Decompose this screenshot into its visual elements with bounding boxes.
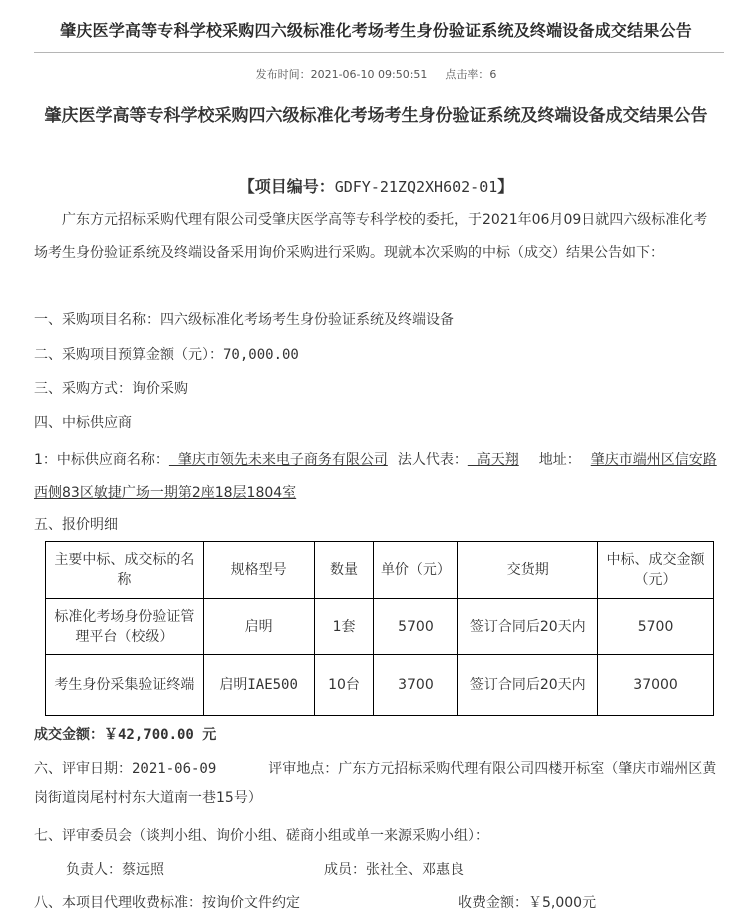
budget-line — [34, 345, 724, 365]
total-amount-value: ￥42,700.00 元 — [104, 727, 217, 743]
project-number-suffix: 】 — [497, 177, 514, 196]
table-row — [46, 599, 714, 655]
title-divider — [34, 52, 724, 53]
agency-fee-standard: 八、本项目代理收费标准：按询价文件约定 — [34, 895, 300, 911]
table-cell: 3700 — [374, 655, 458, 716]
project-name-line: 一、采购项目名称：四六级标准化考场考生身份验证系统及终端设备 — [34, 312, 454, 328]
method-line: 三、采购方式：询价采购 — [34, 381, 188, 397]
table-row — [46, 655, 714, 716]
table-header-cell: 中标、成交金额（元） — [598, 542, 714, 599]
click-count-label: 点击率： — [445, 68, 490, 81]
table-cell: 启明IAE500 — [203, 655, 314, 716]
committee-members: 成员：张社全、邓惠良 — [324, 862, 464, 878]
table-header-cell: 数量 — [314, 542, 374, 599]
agency-fee-amount: 收费金额：￥5,000元 — [458, 895, 597, 911]
table-header-cell: 规格型号 — [203, 542, 314, 599]
table-cell: 考生身份采集验证终端 — [46, 655, 204, 716]
table-cell: 启明 — [203, 599, 314, 655]
total-amount — [34, 724, 216, 744]
publish-time-label: 发布时间： — [255, 68, 311, 81]
table-cell: 37000 — [598, 655, 714, 716]
total-amount-label: 成交金额： — [34, 727, 104, 743]
publish-meta — [0, 66, 752, 82]
review-date-label: 六、评审日期： — [34, 761, 132, 777]
budget-value: 70,000.00 — [223, 347, 299, 363]
table-header-cell: 主要中标、成交标的名称 — [46, 542, 204, 599]
page-title: 肇庆医学高等专科学校采购四六级标准化考场考生身份验证系统及终端设备成交结果公告 — [60, 21, 692, 40]
document-title: 肇庆医学高等专科学校采购四六级标准化考场考生身份验证系统及终端设备成交结果公告 — [44, 106, 708, 126]
review-section — [34, 755, 718, 813]
project-number — [0, 174, 752, 197]
committee-leader: 负责人：蔡远照 — [66, 862, 164, 878]
budget-label: 二、采购项目预算金额（元）： — [34, 347, 223, 363]
table-cell: 5700 — [374, 599, 458, 655]
table-cell: 签订合同后20天内 — [458, 655, 598, 716]
committee-line: 七、评审委员会（谈判小组、询价小组、磋商小组或单一来源采购小组）： — [34, 828, 489, 844]
table-cell: 1套 — [314, 599, 374, 655]
supplier-name-label: 1：中标供应商名称： — [34, 452, 169, 468]
publish-time: 2021-06-10 09:50:51 — [310, 68, 428, 81]
review-date-line — [34, 755, 718, 813]
click-count: 6 — [489, 68, 497, 81]
supplier-address: 肇庆市端州区信安路西侧83区敏捷广场一期第2座18层1804室 — [34, 452, 717, 501]
table-cell: 5700 — [598, 599, 714, 655]
address-label: 地址： — [538, 452, 581, 468]
review-date: 2021-06-09 — [132, 761, 217, 777]
supplier-name: 肇庆市领先未来电子商务有限公司 — [168, 452, 388, 468]
intro-paragraph: 广东方元招标采购代理有限公司受肇庆医学高等专科学校的委托，于2021年06月09日就四六级标准化考场考生身份验证系统及终端设备采用询价采购进行采购。现就本次采购的中标（成交）结果公告如下： — [34, 212, 708, 261]
review-place: 评审地点：广东方元招标采购代理有限公司四楼开标室（肇庆市端州区黄岗街道岗尾村村东大道南一巷15号） — [34, 761, 717, 806]
table-cell: 10台 — [314, 655, 374, 716]
table-cell: 标准化考场身份验证管理平台（校级） — [46, 599, 204, 655]
project-number-value: GDFY-21ZQ2XH602-01 — [334, 178, 498, 196]
supplier-info — [34, 444, 724, 510]
project-number-prefix: 【项目编号： — [238, 177, 335, 196]
supplier-heading: 四、中标供应商 — [34, 415, 132, 431]
table-header-row — [46, 542, 714, 599]
table-header-cell: 单价（元） — [374, 542, 458, 599]
quote-heading: 五、报价明细 — [34, 517, 118, 533]
table-header-cell: 交货期 — [458, 542, 598, 599]
quote-table — [45, 541, 714, 716]
table-cell: 签订合同后20天内 — [458, 599, 598, 655]
legal-rep-name: 高天翔 — [467, 452, 519, 468]
legal-rep-label: 法人代表： — [397, 452, 468, 468]
